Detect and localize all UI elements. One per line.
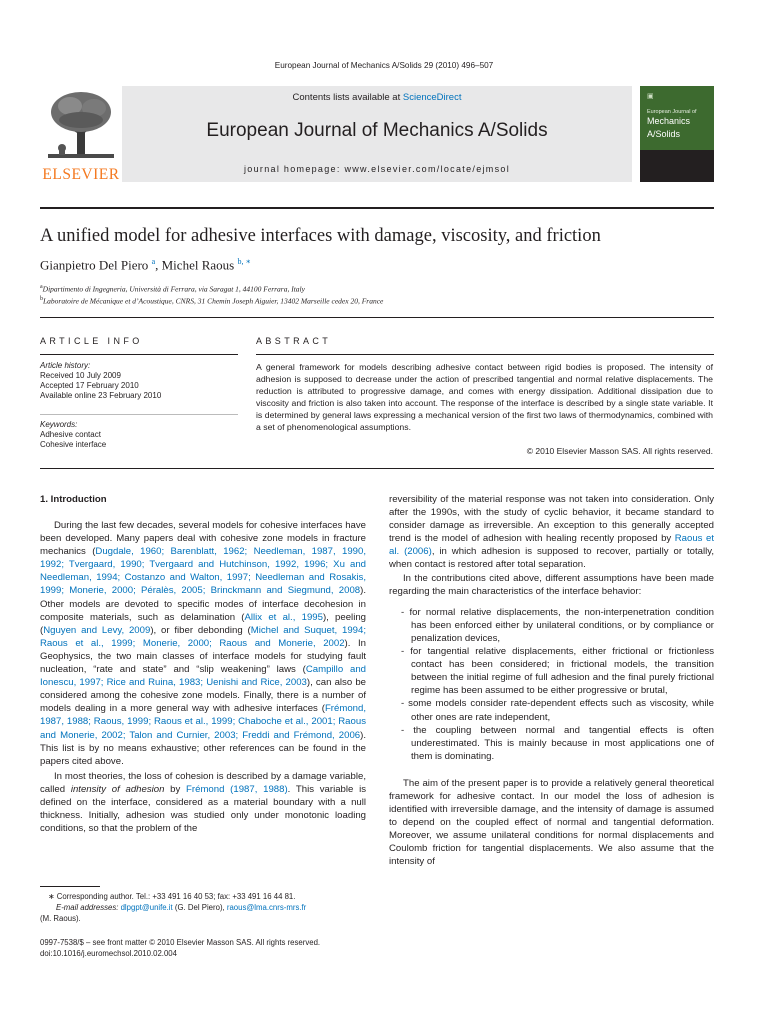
text-run: ). Other models are devoted to specific modes of interface decohesion in composite materials, such as delamination ( (40, 585, 366, 623)
right-column (389, 493, 714, 869)
cover-title-line1: Mechanics (647, 116, 691, 126)
corresponding-author: ∗ Corresponding author. Tel.: +33 491 16 40 53; fax: +33 491 16 44 81. (48, 892, 296, 901)
history-received: Received 10 July 2009 (40, 371, 121, 380)
citation-link[interactable]: Frémond (1987, 1988) (186, 783, 288, 795)
list-item: - for normal relative displacements, the non-interpenetration condition has been enforced either by unilateral conditions, or by compliance or penalization devices, (401, 606, 714, 644)
text-run: In most theories, the loss of cohesion is described by a damage variable, called (40, 770, 366, 795)
citation-link[interactable]: Dugdale, 1960; Barenblatt, 1962; Needleman, 1987, 1990, 1992; Tvergaard, 1990; Tvergaard and Hutchinson, 1992, 1996; Xu and Needleman, 1994; Costanzo and Walton, 1997; Needleman and Rosakis, 1999; Monerie, 2000; Péralès, 2005; Brinckmann and Siegmund, 2008 (40, 546, 366, 597)
paragraph: In the contributions cited above, different assumptions have been made regarding the main characteristics of the interface behavior: (389, 572, 714, 597)
left-column (40, 519, 366, 835)
author-name: Gianpietro Del Piero (40, 257, 149, 273)
history-label: Article history: (40, 361, 91, 370)
affiliation-mark: b (40, 296, 43, 302)
list-item: - for tangential relative displacements, either frictional or frictionless contact has been considered; in frictional models, the transition between the initial regime of full adhesion and the final purely frictional regime has been assumed to be either progressive or brutal, (401, 646, 714, 697)
cover-small-title: European Journal of (647, 109, 697, 115)
affiliation-text: Laboratoire de Mécanique et d’Acoustique, CNRS, 31 Chemin Joseph Aiguier, 13402 Marseille cedex 20, France (43, 296, 384, 306)
article-history (40, 361, 240, 401)
paragraph (40, 770, 366, 835)
author-mark[interactable]: a (151, 257, 156, 266)
email-owner: (M. Raous). (40, 913, 81, 923)
paragraph (40, 519, 366, 768)
abstract-bottom-rule (40, 468, 714, 469)
journal-title: European Journal of Mechanics A/Solids (206, 120, 548, 141)
list-item: - some models consider rate-dependent effects such as viscosity, while other ones are rate independent, (401, 698, 714, 723)
journal-cover (640, 86, 714, 182)
author-list: Gianpietro Del Piero $^a$, Michel Raous $^{b, ∗}$ (40, 257, 251, 273)
citation-link[interactable]: Campillo and Ionescu, 1997; Rice and Ruina, 1983; Uenishi and Rice, 2003 (40, 664, 366, 689)
cover-title-line2: A/Solids (647, 129, 681, 139)
email-link[interactable]: raous@lma.cnrs-mrs.fr (226, 902, 307, 912)
article-info-rule (40, 354, 238, 355)
footnote (40, 892, 370, 924)
text-run: ), can also be considered among the cohesive zone models. Finally, there is a number of models dealing in a more general way with adhesive interfaces ( (40, 677, 366, 715)
cover-mark-icon: ▣ (647, 92, 654, 100)
history-accepted: Accepted 17 February 2010 (40, 381, 139, 390)
keywords (40, 420, 240, 450)
email-label: E-mail addresses: (56, 902, 121, 912)
header-rule (40, 207, 714, 209)
text-run: , in which adhesion is supposed to recover, partially or totally, when contact is restored after total separation. (389, 546, 715, 571)
citation-link[interactable]: Raous et al. (2006) (389, 533, 714, 558)
keyword: Adhesive contact (40, 430, 101, 439)
affiliation (40, 294, 680, 307)
email-link[interactable]: dlpgpt@unife.it (120, 902, 173, 912)
affiliation-mark: a (40, 284, 43, 290)
doi-line[interactable]: doi:10.1016/j.euromechsol.2010.02.004 (40, 949, 177, 958)
paragraph (389, 493, 714, 572)
list-item: - the coupling between normal and tangential effects is often underestimated. This is mainly because in most applications one of them is dominating. (401, 724, 714, 762)
journal-homepage[interactable]: journal homepage: www.elsevier.com/locate/ejmsol (244, 164, 510, 174)
citation-link[interactable]: Michel and Suquet, 1994; Raous et al., 1999; Monerie, 2000; Raous and Monerie, 2002 (40, 624, 366, 649)
article-info-heading: ARTICLE INFO (40, 336, 143, 346)
keywords-rule (40, 414, 238, 415)
text-run: ). This list is by no means exhaustive; other references can be found in the papers cited above. (40, 729, 366, 767)
author-name: Michel Raous (161, 257, 235, 273)
text-run: During the last few decades, several models for cohesive interfaces have been developed. Many papers deal with cohesive zone models in fracture mechanics ( (40, 520, 366, 558)
email-line (40, 903, 370, 914)
text-run: reversibility of the material response was not taken into consideration. Only after the 1990s, with the study of cyclic behavior, it became standard to consider damage as irreversible. An exception to this generally accepted trend is the model of adhesion with healing recently proposed by (389, 494, 714, 545)
abstract-copyright: © 2010 Elsevier Masson SAS. All rights reserved. (526, 446, 713, 456)
section-heading: 1. Introduction (40, 494, 107, 505)
history-online: Available online 23 February 2010 (40, 391, 162, 400)
abstract-heading: ABSTRACT (256, 336, 332, 346)
issn-line: 0997-7538/$ – see front matter © 2010 Elsevier Masson SAS. All rights reserved. (40, 938, 321, 947)
text-run: by (164, 783, 187, 795)
keyword: Cohesive interface (40, 440, 107, 449)
abstract-rule (256, 354, 714, 355)
contents-prefix: Contents lists available at (292, 92, 403, 103)
affiliation-text: Dipartimento di Ingegneria, Università di Ferrara, via Saragat 1, 44100 Ferrara, Italy (42, 284, 305, 294)
keywords-label: Keywords: (40, 420, 78, 429)
sciencedirect-link[interactable]: ScienceDirect (402, 92, 462, 103)
citation-link[interactable]: Frémond, 1987, 1988; Raous, 1999; Raous et al., 1999; Chaboche et al., 2001; Raous and Monerie, 2002; Talon and Curnier, 2003; Freddi and Frémond, 2006 (40, 703, 366, 741)
text-run: . This variable is defined on the interface, considered as a material boundary with a null thickness. Initially, adhesion was studied only under monotonic loading conditions, so that the problem of the (40, 783, 367, 835)
citation-link[interactable]: Allix et al., 1995 (244, 611, 323, 623)
contents-line (122, 92, 632, 103)
section-rule (40, 317, 714, 318)
text-run: ), peeling ( (40, 611, 366, 636)
citation-link[interactable]: Nguyen and Levy, 2009 (43, 624, 151, 636)
abstract-text: A general framework for models describing adhesive contact between rigid bodies is proposed. The intensity of adhesion is supposed to decrease under the action of prescribed tangential and normal relative displacements. The reduction is attributed to progressive damage, and comes with energy dissipation. Additional dissipation due to viscosity and friction is also taken into account. The response of the interface is described by a single state variable. It is determined by general laws expressing a mechanical version of the first two laws of thermodynamics, combined with a set of phenomenological assumptions. (256, 362, 713, 432)
footnote-rule (40, 886, 100, 887)
article-title: A unified model for adhesive interfaces with damage, viscosity, and friction (40, 226, 601, 246)
affiliation (40, 282, 680, 295)
author-mark[interactable]: b, ∗ (237, 257, 251, 266)
paragraph: The aim of the present paper is to provide a relatively general theoretical framework for adhesive contact. In our model the loss of adhesion is identified with irreversible damage, and the intensity of damage is assumed to depend on the coupled effect of normal and tangential deformation. Moreover, we assume unilateral conditions for normal displacements and Coulomb friction for tangential displacements. We also assume that the intensity of (389, 777, 714, 868)
journal-citation: European Journal of Mechanics A/Solids 29 (2010) 496–507 (274, 61, 494, 70)
assumption-list (389, 606, 714, 763)
publisher-name: ELSEVIER (42, 166, 120, 183)
emphasis: intensity of adhesion (70, 783, 165, 795)
email-owner: (G. Del Piero), (172, 902, 227, 912)
text-run: ). In Geophysics, the two main classes of interface models for studying fault nucleation, “rate and state” and “slip weakening” laws ( (40, 637, 366, 676)
text-run: ), or fiber debonding ( (150, 624, 251, 636)
